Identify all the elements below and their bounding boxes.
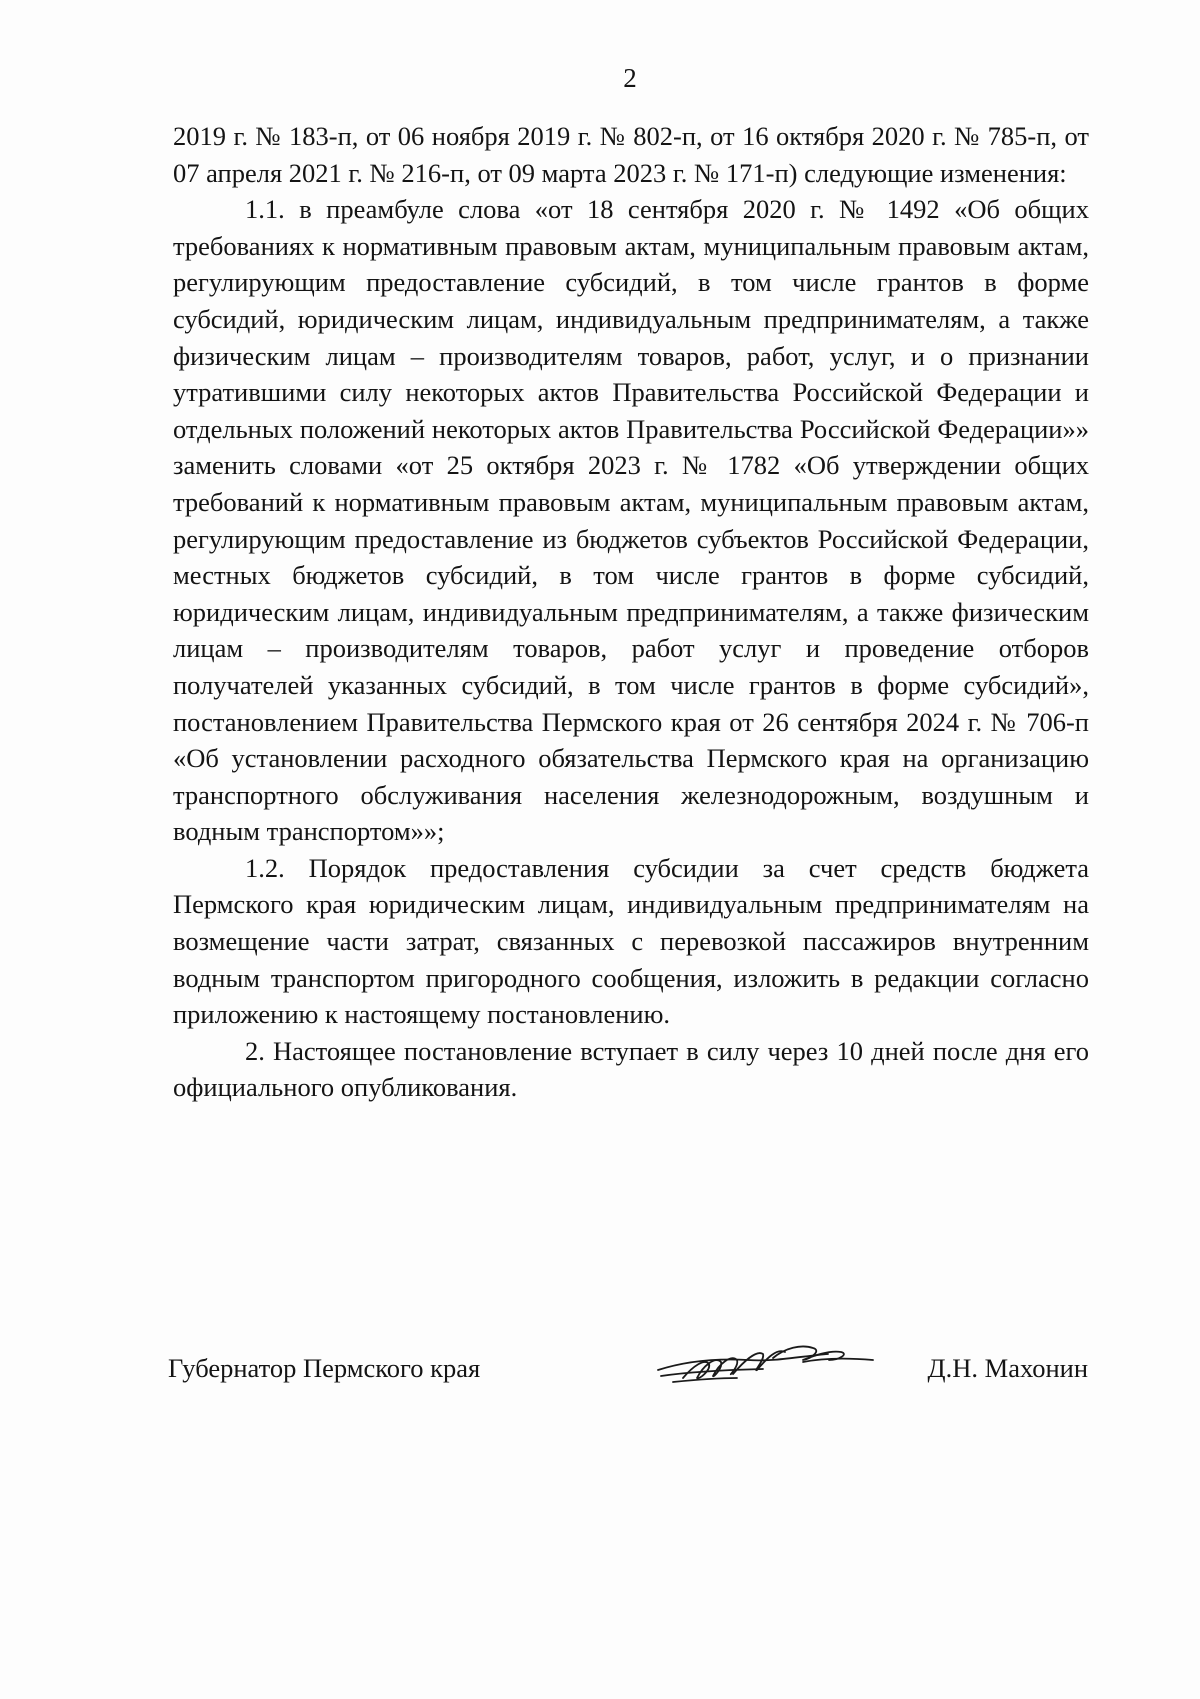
paragraph-1-2: 1.2. Порядок предоставления субсидии за счет средств бюджета Пермского края юридическим лицам, индивидуальным предпринимателям на возмещение части затрат, связанных с перевозкой пассажиров внутренним водным транспортом пригородного сообщения, изложить в редакции согласно приложению к настоящему постановлению. bbox=[173, 852, 1089, 1030]
paragraph-1-1: 1.1. в преамбуле слова «от 18 сентября 2020 г. № 1492 «Об общих требованиях к нормативным правовым актам, муниципальным правовым актам, регулирующим предоставление субсидий, в том числе грантов в форме субсидий, юридическим лицам, индивидуальным предпринимателям, а также физическим лицам – производителям товаров, работ, услуг, и о признании утратившими силу некоторых актов Правительства Российской Федерации и отдельных положений некоторых актов Правительства Российской Федерации»» заменить словами «от 25 октября 2023 г. № 1782 «Об утверждении общих требований к нормативным правовым актам, муниципальным правовым актам, регулирующим предоставление из бюджетов субъектов Российской Федерации, местных бюджетов субсидий, в том числе грантов в форме субсидий, юридическим лицам, индивидуальным предпринимателям, а также физическим лицам – производителям товаров, работ услуг и проведение отборов получателей указанных субсидий, в том числе грантов в форме субсидий», постановлением Правительства Пермского края от 26 сентября 2024 г. № 706-п «Об установлении расходного обязательства Пермского края на организацию транспортного обслуживания населения железнодорожным, воздушным и водным транспортом»»; bbox=[173, 194, 1089, 847]
paragraph-intro: 2019 г. № 183-п, от 06 ноября 2019 г. № 802-п, от 16 октября 2020 г. № 785-п, от 07 апреля 2021 г. № 216-п, от 09 марта 2023 г. № 171-п) следующие изменения: bbox=[173, 121, 1089, 188]
page-number: 2 bbox=[623, 63, 637, 93]
paragraph-2: 2. Настоящее постановление вступает в силу через 10 дней после дня его официального опубликования. bbox=[173, 1035, 1089, 1103]
signature-block bbox=[168, 1336, 1090, 1416]
signatory-name: Д.Н. Махонин bbox=[927, 1353, 1088, 1383]
handwritten-signature-icon bbox=[653, 1336, 883, 1396]
signatory-position: Губернатор Пермского края bbox=[168, 1353, 481, 1383]
document-body bbox=[173, 118, 1089, 1106]
